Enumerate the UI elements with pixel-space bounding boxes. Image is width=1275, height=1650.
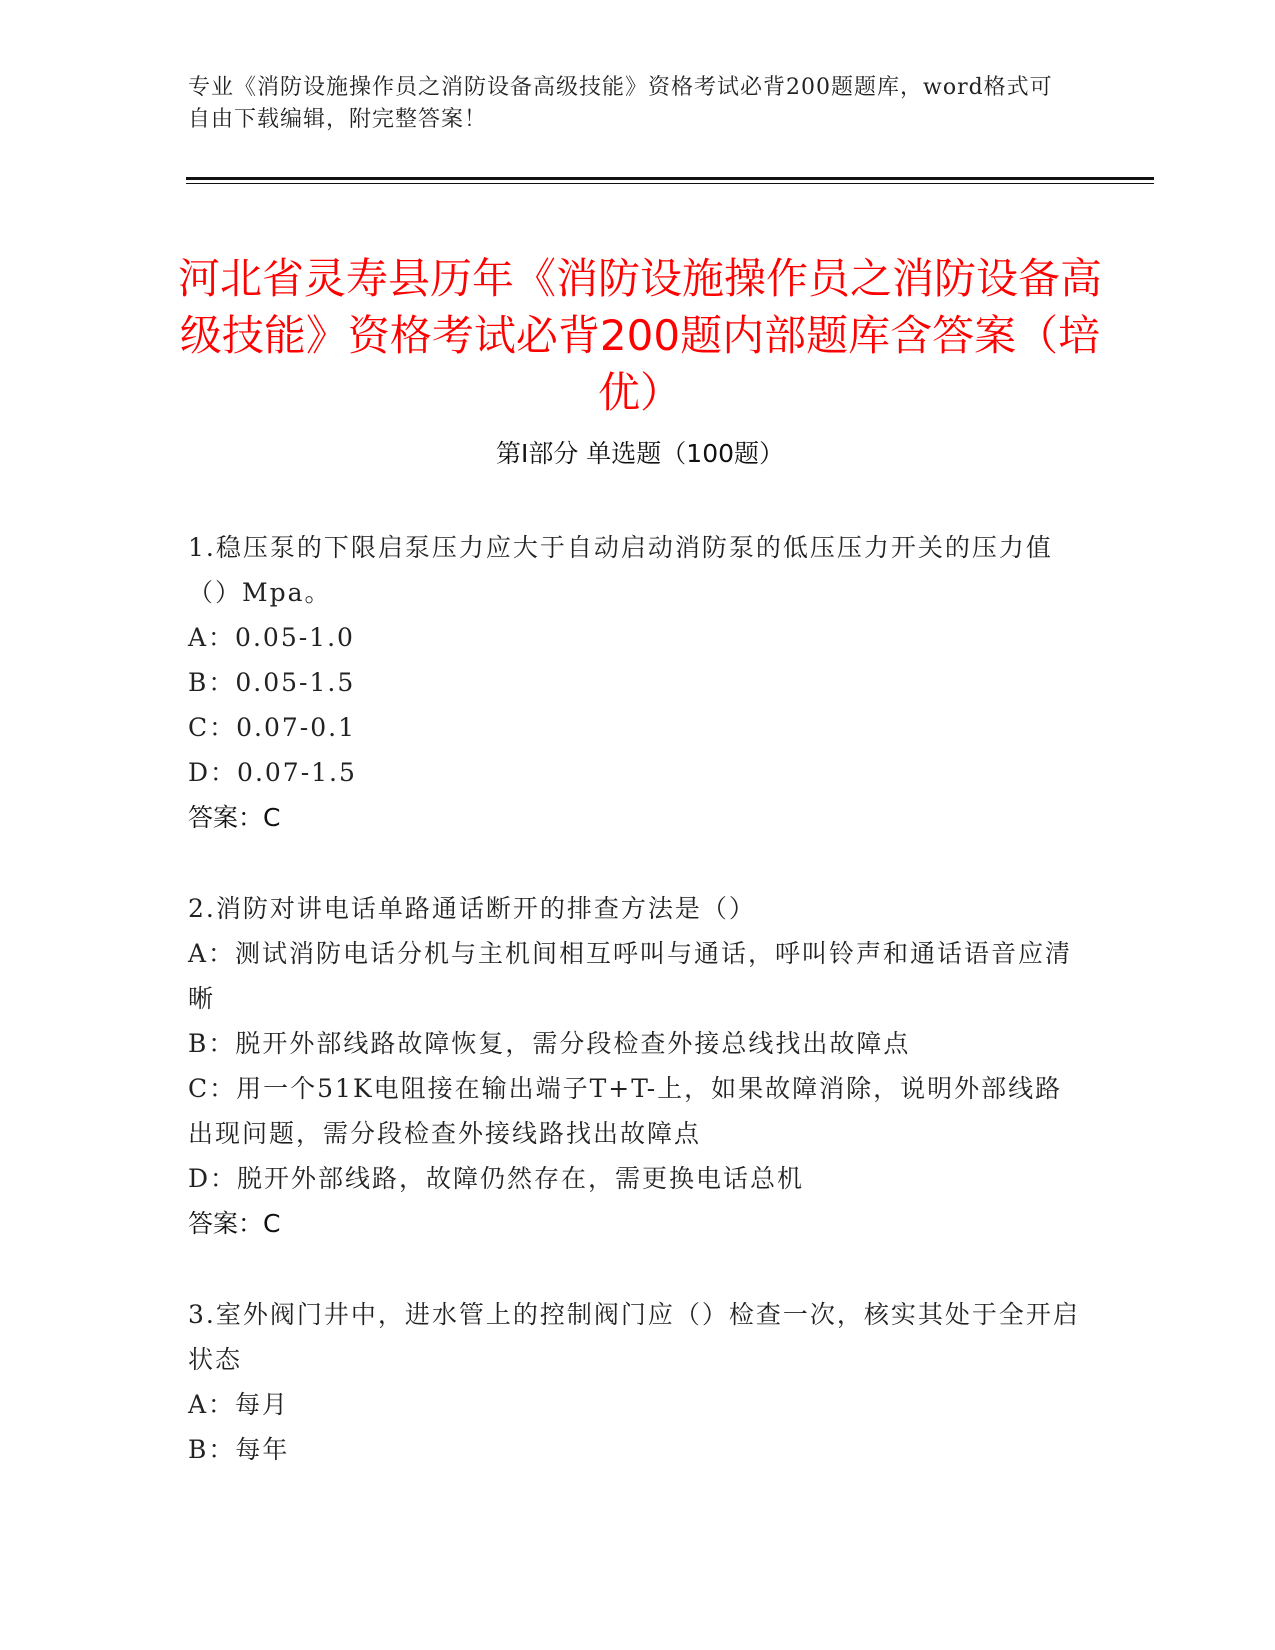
- option-a: A：每月: [188, 1390, 290, 1419]
- header-note: 专业《消防设施操作员之消防设备高级技能》资格考试必背200题题库，word格式可自由下载编辑，附完整答案！: [188, 75, 1053, 132]
- question-stem: 2.消防对讲电话单路通话断开的排查方法是（）: [188, 894, 756, 923]
- answer: 答案：C: [188, 803, 281, 832]
- answer: 答案：C: [188, 1209, 281, 1238]
- option-b: B：脱开外部线路故障恢复，需分段检查外接总线找出故障点: [188, 1029, 911, 1058]
- option-b: B：0.05-1.5: [188, 668, 356, 697]
- option-d: D：脱开外部线路，故障仍然存在，需更换电话总机: [188, 1164, 805, 1193]
- section-heading: 第Ⅰ部分 单选题（100题）: [495, 439, 785, 468]
- document-title: 河北省灵寿县历年《消防设施操作员之消防设备高级技能》资格考试必背200题内部题库含答案（培优）: [177, 254, 1102, 418]
- header-divider-thin: [186, 183, 1154, 184]
- header-divider-thick: [186, 177, 1154, 180]
- option-d: D：0.07-1.5: [188, 758, 357, 787]
- option-c: C：0.07-0.1: [188, 713, 356, 742]
- question-1: [188, 525, 1088, 840]
- question-stem: 1.稳压泵的下限启泵压力应大于自动启动消防泵的低压压力开关的压力值（）Mpa。: [188, 533, 1053, 607]
- question-2: [188, 886, 1088, 1246]
- option-b: B：每年: [188, 1435, 290, 1464]
- option-a: A：测试消防电话分机与主机间相互呼叫与通话，呼叫铃声和通话语音应清晰: [188, 939, 1073, 1013]
- question-3: [188, 1292, 1088, 1472]
- question-stem: 3.室外阀门井中，进水管上的控制阀门应（）检查一次，核实其处于全开启状态: [188, 1300, 1080, 1374]
- option-a: A：0.05-1.0: [188, 623, 355, 652]
- question-list: [188, 525, 1088, 1518]
- option-c: C：用一个51K电阻接在输出端子T+T-上，如果故障消除，说明外部线路出现问题，需分段检查外接线路找出故障点: [188, 1074, 1063, 1148]
